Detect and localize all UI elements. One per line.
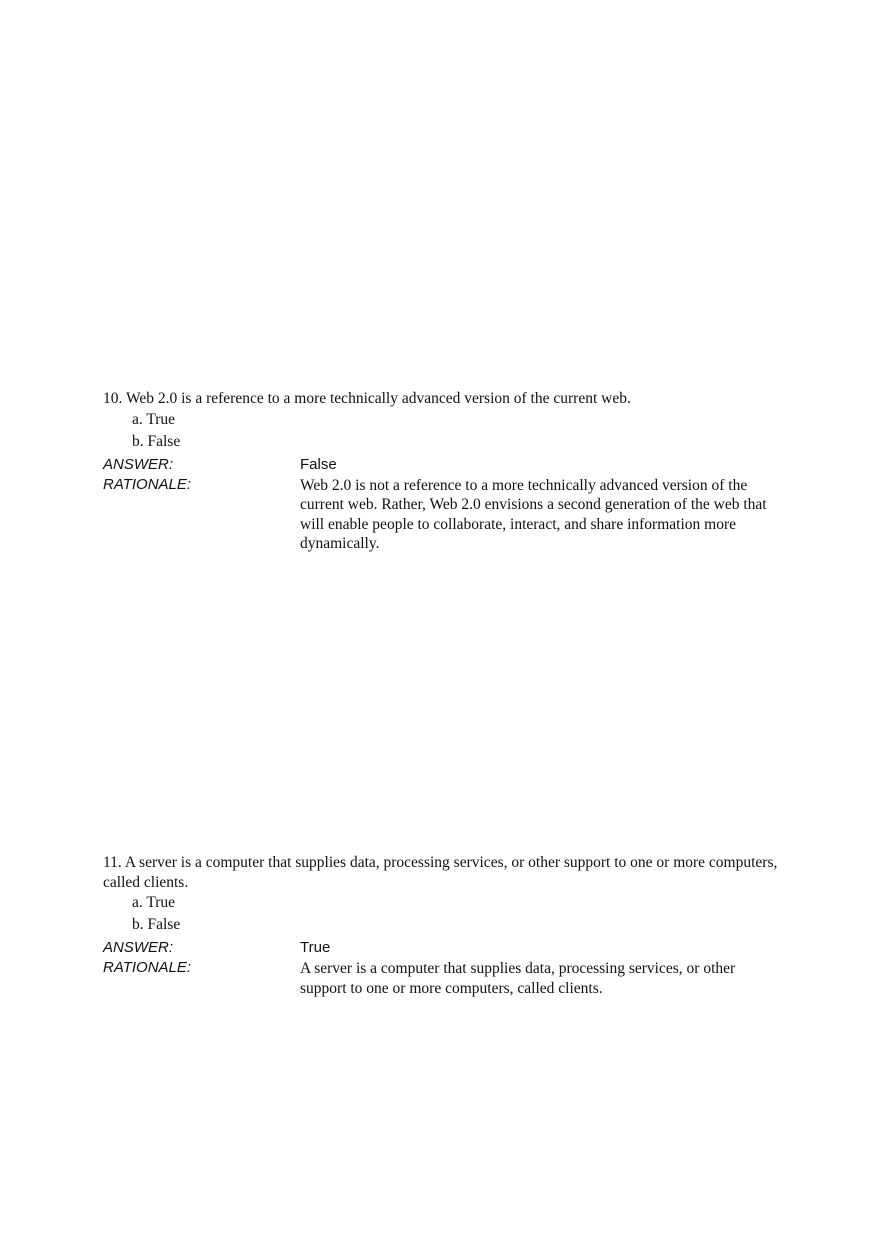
answer-value: True (300, 939, 331, 956)
answer-row (103, 938, 783, 958)
question-stem: 11. A server is a computer that supplies data, processing services, or other support to one or more computers, called clients. (103, 854, 778, 891)
question-11 (103, 853, 783, 998)
rationale-row (103, 475, 783, 554)
answer-value: False (300, 455, 337, 473)
option-true: a. True (132, 894, 176, 911)
option-false: b. False (132, 432, 181, 450)
answer-label: ANSWER: (103, 939, 174, 956)
rationale-label: RATIONALE: (103, 475, 192, 493)
answer-options (103, 892, 783, 936)
rationale-row (103, 958, 783, 998)
answer-options (103, 409, 783, 453)
rationale-text: Web 2.0 is not a reference to a more technically advanced version of the current web. Rather, Web 2.0 envisions a second generation of the web that will enable people to collaborate, interact, and share information more dynamically. (300, 476, 767, 552)
question-stem: 10. Web 2.0 is a reference to a more technically advanced version of the current web. (103, 390, 631, 407)
question-10 (103, 389, 783, 554)
option-false: b. False (132, 916, 181, 933)
rationale-text: A server is a computer that supplies data, processing services, or other support to one or more computers, called clients. (300, 960, 736, 997)
answer-row (103, 455, 783, 475)
answer-label: ANSWER: (103, 455, 174, 473)
option-true: a. True (132, 410, 176, 428)
rationale-label: RATIONALE: (103, 959, 192, 976)
